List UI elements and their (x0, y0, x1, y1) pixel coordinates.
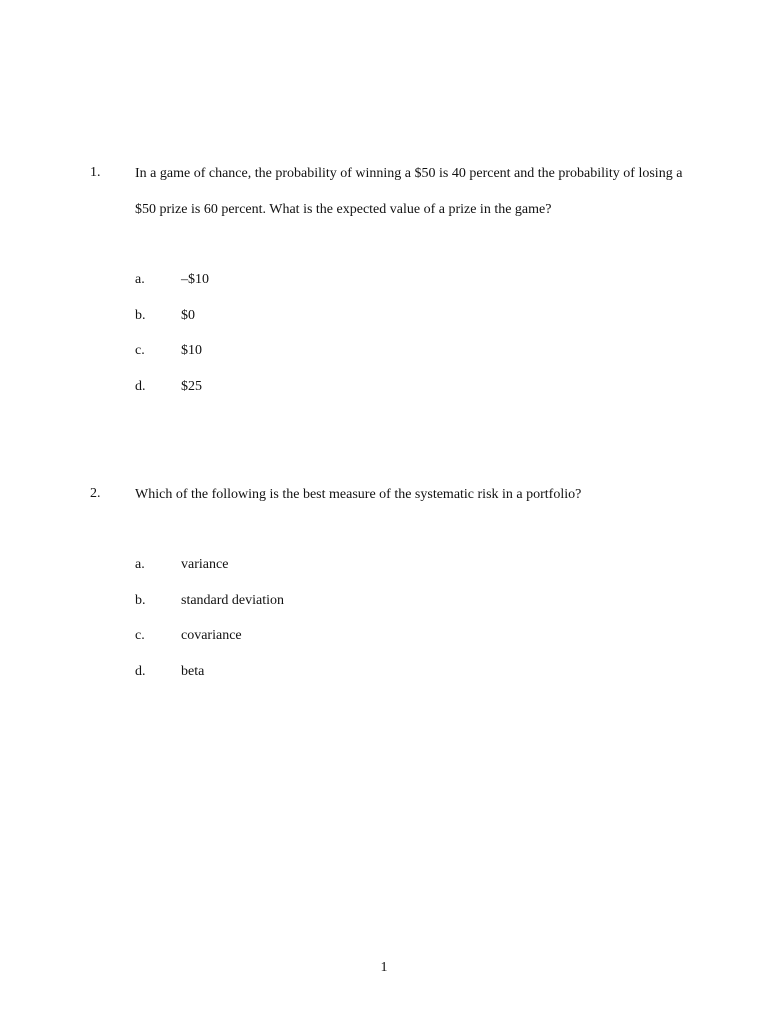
page-number: 1 (380, 960, 388, 975)
option-letter: d. (135, 664, 146, 679)
question-text: In a game of chance, the probability of winning a $50 is 40 percent and the probability of losing a $50 prize is 60 percent. What is the expected value of a prize in the game? (135, 166, 683, 217)
option-letter: a. (135, 272, 145, 287)
option-text: $10 (181, 343, 202, 358)
option-text: beta (181, 664, 205, 679)
option-text: standard deviation (181, 593, 285, 608)
option-text: $0 (181, 308, 195, 323)
option-text: –$10 (181, 272, 209, 287)
option-letter: c. (135, 343, 145, 358)
option-letter: d. (135, 379, 146, 394)
option-letter: c. (135, 628, 145, 643)
option-letter: b. (135, 593, 146, 608)
question-text: Which of the following is the best measure of the systematic risk in a portfolio? (135, 487, 582, 502)
question-number: 2. (90, 486, 101, 501)
option-text: variance (181, 557, 229, 572)
option-letter: a. (135, 557, 145, 572)
option-letter: b. (135, 308, 146, 323)
option-text: covariance (181, 628, 242, 643)
option-text: $25 (181, 379, 202, 394)
question-number: 1. (90, 165, 101, 180)
